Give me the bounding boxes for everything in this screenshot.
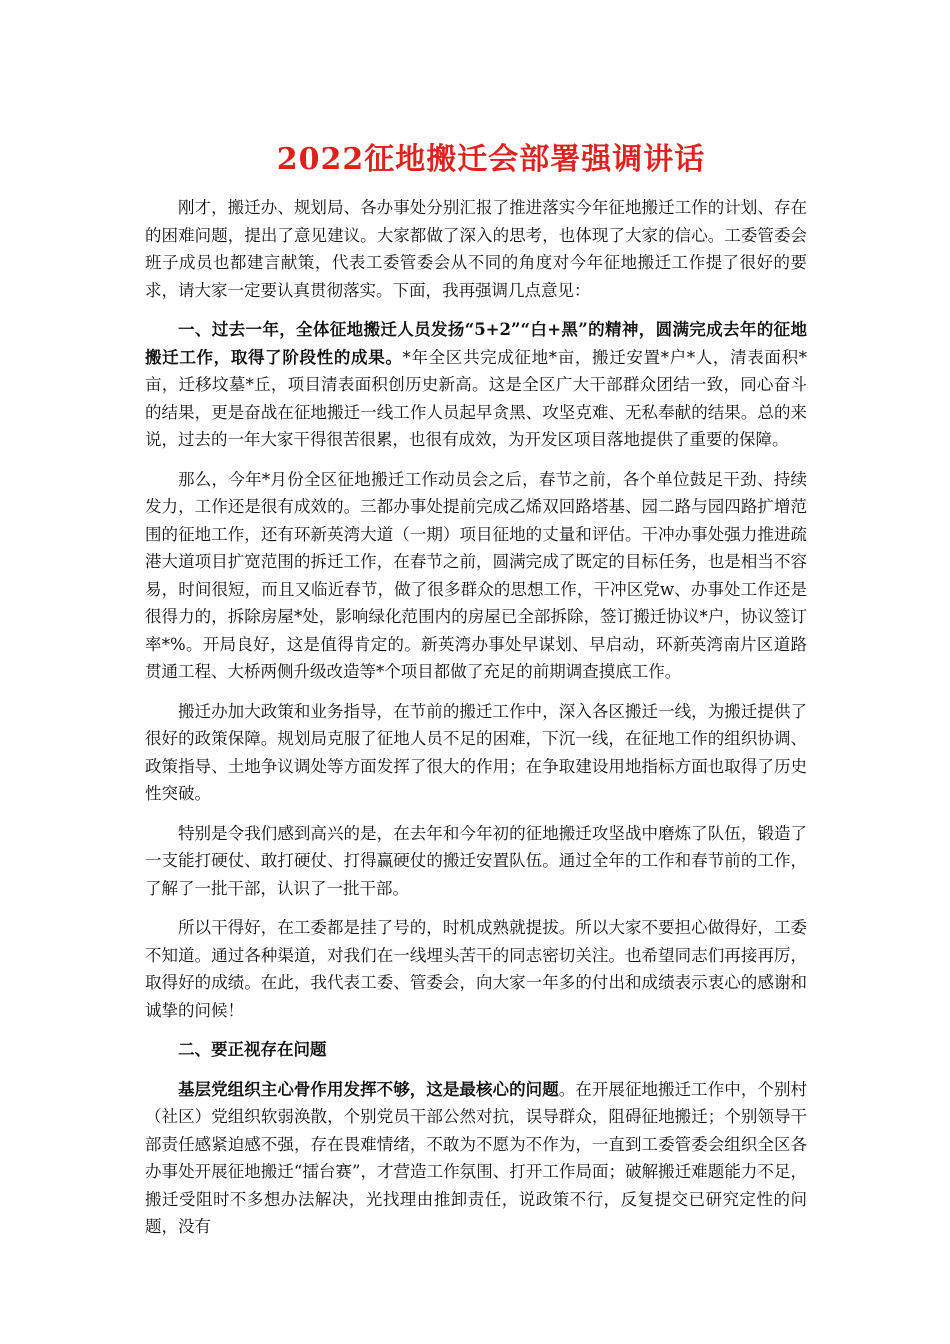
intro-paragraph: 刚才，搬迁办、规划局、各办事处分别汇报了推进落实今年征地搬迁工作的计划、存在的困难问题，提出了意见建议。大家都做了深入的思考，也体现了大家的信心。工委管委会班子成员也都建言献策，代表工委管委会从不同的角度对今年征地搬迁工作提了很好的要求，请大家一定要认真贯彻落实。下面，我再强调几点意见： — [145, 198, 807, 300]
paragraph-4: 特别是令我们感到高兴的是，在去年和今年初的征地搬迁攻坚战中磨炼了队伍，锻造了一支能打硬仗、敢打硬仗、打得赢硬仗的搬迁安置队伍。通过全年的工作和春节前的工作，了解了一批干部，认识了一批干部。 — [145, 823, 807, 898]
section-1-paragraph — [145, 316, 807, 454]
paragraph-3: 搬迁办加大政策和业务指导，在节前的搬迁工作中，深入各区搬迁一线，为搬迁提供了很好的政策保障。规划局克服了征地人员不足的困难，下沉一线，在征地工作的组织协调、政策指导、土地争议调处等方面发挥了很大的作用；在争取建设用地指标方面也取得了历史性突破。 — [145, 701, 807, 803]
document-title: 2022征地搬迁会部署强调讲话 — [276, 142, 706, 177]
paragraph-6 — [145, 1076, 807, 1241]
paragraph-2: 那么，今年*月份全区征地搬迁工作动员会之后，春节之前，各个单位鼓足干劲、持续发力，工作还是很有成效的。三都办事处提前完成乙烯双回路塔基、园二路与园四路扩增范围的征地工作，还有环新英湾大道（一期）项目征地的丈量和评估。干冲办事处强力推进疏港大道项目扩宽范围的拆迁工作，在春节之前，圆满完成了既定的目标任务，也是相当不容易，时间很短，而且又临近春节，做了很多群众的思想工作，干冲区党w、办事处工作还是很得力的，拆除房屋*处，影响绿化范围内的房屋已全部拆除，签订搬迁协议*户，协议签订率*%。开局良好，这是值得肯定的。新英湾办事处早谋划、早启动，环新英湾南片区道路贯通工程、大桥两侧升级改造等*个项目都做了充足的前期调查摸底工作。 — [145, 469, 807, 681]
paragraph-6-body: 。在开展征地搬迁工作中，个别村（社区）党组织软弱涣散，个别党员干部公然对抗，误导群众，阻碍征地搬迁；个别领导干部责任感紧迫感不强，存在畏难情绪，不敢为不愿为不作为，一直到工委管委会组织全区各办事处开展征地搬迁“擂台赛”，才营造工作氛围、打开工作局面；破解搬迁难题能力不足，搬迁受阻时不多想办法解决，光找理由推卸责任，说政策不行，反复提交已研究定性的问题，没有 — [145, 1079, 808, 1236]
section-2-heading: 二、要正视存在问题 — [178, 1040, 327, 1059]
paragraph-6-lead: 基层党组织主心骨作用发挥不够，这是最核心的问题 — [178, 1079, 559, 1099]
section-1-body: *年全区共完成征地*亩，搬迁安置*户*人，清表面积*亩，迁移坟墓*丘，项目清表面积创历史新高。这是全区广大干部群众团结一致，同心奋斗的结果，更是奋战在征地搬迁一线工作人员起早贪黑、攻坚克难、无私奉献的结果。总的来说，过去的一年大家干得很苦很累，也很有成效，为开发区项目落地提供了重要的保障。 — [145, 347, 808, 449]
paragraph-5: 所以干得好，在工委都是挂了号的，时机成熟就提拔。所以大家不要担心做得好，工委不知道。通过各种渠道，对我们在一线埋头苦干的同志密切关注。也希望同志们再接再厉，取得好的成绩。在此，我代表工委、管委会，向大家一年多的付出和成绩表示衷心的感谢和诚挚的问候！ — [145, 918, 807, 1020]
document-page — [145, 138, 807, 1253]
section-1-heading: 一、过去一年，全体征地搬迁人员发扬“5+2”“白+黑”的精神，圆满完成去年的征地搬迁工作，取得了阶段性的成果。 — [145, 320, 807, 367]
